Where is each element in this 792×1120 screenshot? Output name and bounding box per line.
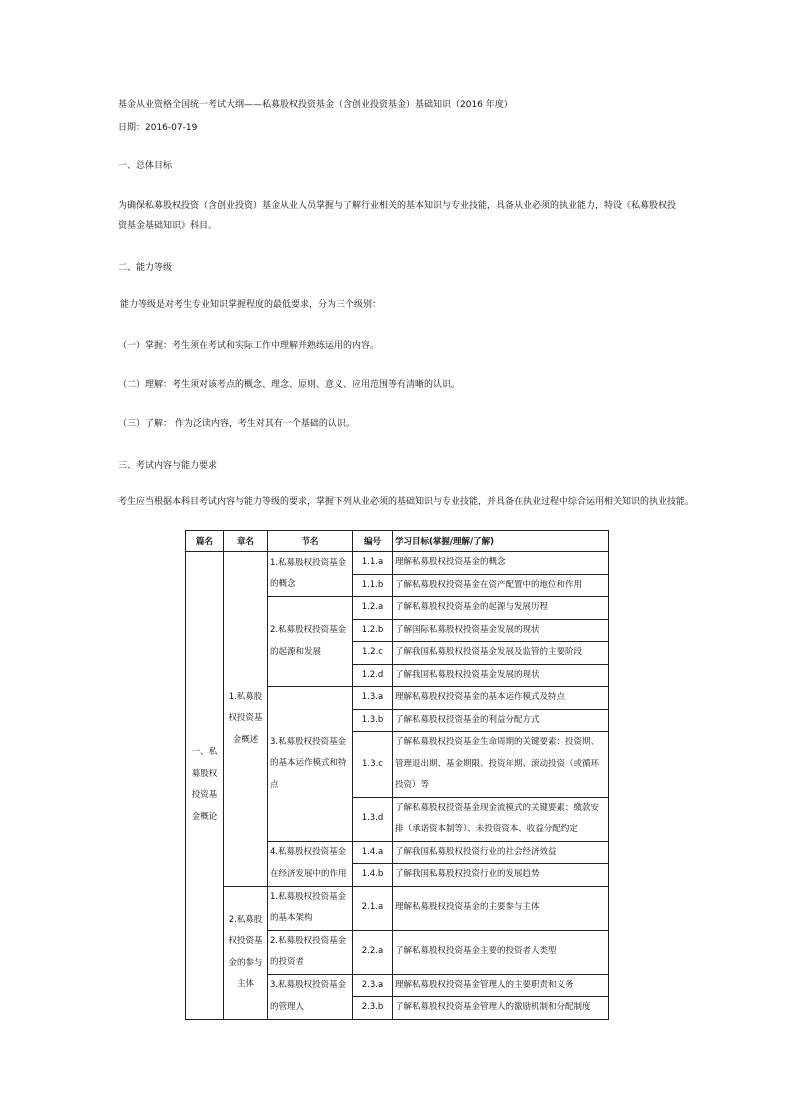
code-cell: 1.2.d [353, 664, 393, 687]
header-part: 篇名 [186, 531, 224, 552]
part-cell: 一、私募股权投资基金概论 [186, 552, 224, 1020]
goal-cell: 了解私募股权投资基金的利益分配方式 [393, 709, 609, 732]
ability-level-understand: （二）理解：考生须对该考点的概念、理念、原则、意义、应用范围等有清晰的认识。 [118, 380, 461, 390]
goal-cell: 了解我国私募股权投资行业的社会经济效益 [393, 841, 609, 864]
code-cell: 1.3.c [353, 732, 393, 798]
table-header-row [186, 531, 609, 552]
ability-level-master: （一）掌握：考生须在考试和实际工作中理解并熟练运用的内容。 [118, 341, 380, 351]
header-section: 节名 [268, 531, 353, 552]
goal-cell: 了解私募股权投资基金管理人的激励机制和分配制度 [393, 997, 609, 1020]
code-cell: 1.4.a [353, 841, 393, 864]
goals-paragraph: 为确保私募股权投资（含创业投资）基金从业人员掌握与了解行业相关的基本知识与专业技能，具备从业必须的执业能力，特设《私募股权投资基金基础知识》科目。 [118, 201, 677, 231]
ability-level-know: （三）了解： 作为泛读内容，考生对其有一个基础的认识。 [118, 419, 355, 429]
content-paragraph: 考生应当根据本科目考试内容与能力等级的要求，掌握下列从业必须的基础知识与专业技能，并具备在执业过程中综合运用相关知识的执业技能。 [118, 497, 695, 507]
goal-cell: 了解私募股权投资基金在资产配置中的地位和作用 [393, 574, 609, 597]
section-heading-ability: 二、能力等级 [118, 263, 173, 273]
chapter-cell: 1.私募股权投资基金概述 [224, 552, 268, 887]
code-cell: 1.4.b [353, 864, 393, 887]
code-cell: 1.3.a [353, 687, 393, 710]
section-cell: 2.私募股权投资基金的投资者 [268, 930, 353, 974]
section-cell: 3.私募股权投资基金的管理人 [268, 974, 353, 1019]
code-cell: 2.3.a [353, 974, 393, 997]
section-heading-content: 三、考试内容与能力要求 [118, 461, 218, 471]
code-cell: 1.2.a [353, 597, 393, 620]
code-cell: 2.3.b [353, 997, 393, 1020]
goal-cell: 理解私募股权投资基金的主要参与主体 [393, 886, 609, 930]
section-cell: 1.私募股权投资基金的概念 [268, 552, 353, 597]
goal-cell: 理解私募股权投资基金管理人的主要职责和义务 [393, 974, 609, 997]
table-row [186, 886, 609, 930]
section-heading-goals: 一、总体目标 [118, 161, 173, 171]
code-cell: 1.2.c [353, 642, 393, 665]
code-cell: 2.1.a [353, 886, 393, 930]
goal-cell: 了解私募股权投资基金主要的投资者人类型 [393, 930, 609, 974]
syllabus-table [185, 530, 609, 1020]
goal-cell: 了解我国私募股权投资基金发展及监管的主要阶段 [393, 642, 609, 665]
goal-cell: 了解私募股权投资基金现金流模式的关键要素：缴款安排（承诺资本制等）、未投资资本、收益分配约定 [393, 797, 609, 841]
code-cell: 2.2.a [353, 930, 393, 974]
goal-cell: 了解私募股权投资基金生命周期的关键要素：投资期、管理退出期、基金期限、投资年期、滚动投资（或循环投资）等 [393, 732, 609, 798]
header-chapter: 章名 [224, 531, 268, 552]
goal-cell: 了解我国私募股权投资基金发展的现状 [393, 664, 609, 687]
goal-cell: 了解我国私募股权投资行业的发展趋势 [393, 864, 609, 887]
goal-cell: 了解私募股权投资基金的起源与发展历程 [393, 597, 609, 620]
code-cell: 1.1.a [353, 552, 393, 575]
header-code: 编号 [353, 531, 393, 552]
section-cell: 4.私募股权投资基金在经济发展中的作用 [268, 841, 353, 886]
goal-cell: 了解国际私募股权投资基金发展的现状 [393, 619, 609, 642]
code-cell: 1.1.b [353, 574, 393, 597]
goal-cell: 理解私募股权投资基金的概念 [393, 552, 609, 575]
document-title: 基金从业资格全国统一考试大纲——私募股权投资基金（含创业投资基金）基础知识（2016 年度） [118, 100, 513, 110]
chapter-cell: 2.私募股权投资基金的参与主体 [224, 886, 268, 1019]
code-cell: 1.2.b [353, 619, 393, 642]
code-cell: 1.3.d [353, 797, 393, 841]
section-cell: 2.私募股权投资基金的起源和发展 [268, 597, 353, 687]
table-row [186, 552, 609, 575]
goal-cell: 理解私募股权投资基金的基本运作模式及特点 [393, 687, 609, 710]
section-cell: 3.私募股权投资基金的基本运作模式和特点 [268, 687, 353, 842]
header-goal: 学习目标(掌握/理解/了解) [393, 531, 609, 552]
section-cell: 1.私募股权投资基金的基本架构 [268, 886, 353, 930]
document-date: 日期：2016-07-19 [118, 123, 198, 133]
code-cell: 1.3.b [353, 709, 393, 732]
ability-intro: 能力等级是对考生专业知识掌握程度的最低要求，分为三个级别： [120, 300, 382, 310]
